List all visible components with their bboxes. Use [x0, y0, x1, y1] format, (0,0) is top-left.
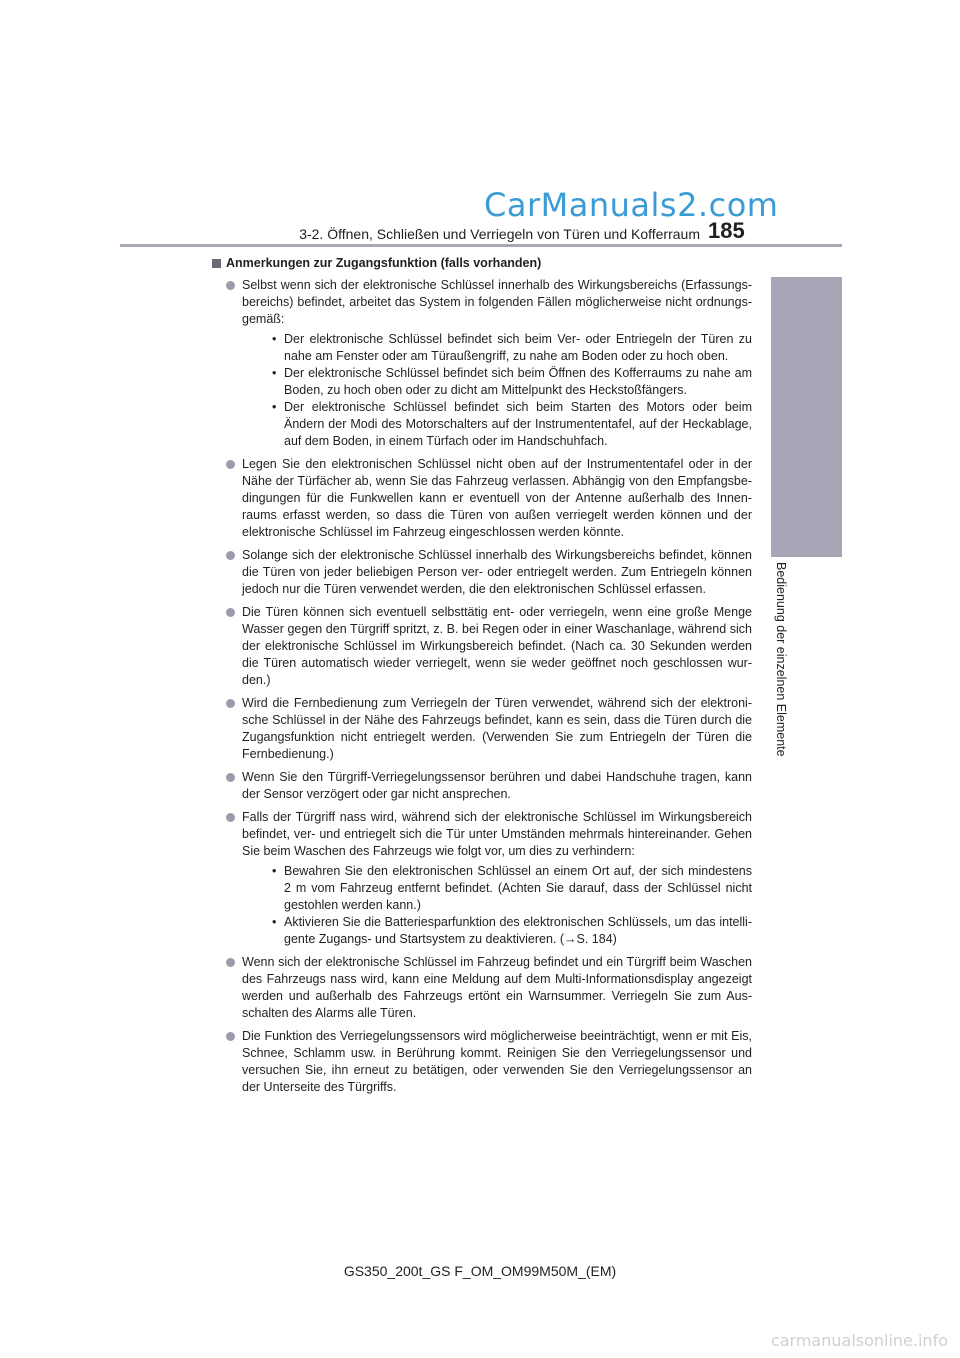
sub-list-item-text: Der elektronische Schlüssel befindet sich beim Starten des Motors oder beim Ändern der Modi des Motorschalters auf der Instrumententafel, auf der Heckablage, auf dem Boden, in einem Türfach oder im Handschuhfach. — [284, 400, 752, 448]
list-item-text: Falls der Türgriff nass wird, während sich der elektronische Schlüssel im Wirkungsbereich befindet, ver- und entriegelt sich die Tür unter Umständen mehrmals hintereinander. Gehen Sie beim Waschen des Fahrzeugs wie folgt vor, um dies zu verhindern: — [242, 810, 752, 858]
circle-bullet-icon — [226, 460, 235, 469]
sub-list-item-text: Der elektronische Schlüssel befindet sich beim Ver- oder Entriegeln der Türen zu nahe am Fenster oder am Türaußengriff, zu nahe am Boden oder zu hoch oben. — [284, 332, 752, 363]
middot-bullet-icon: • — [272, 915, 277, 929]
list-item — [226, 695, 752, 763]
circle-bullet-icon — [226, 958, 235, 967]
sub-list-item — [268, 914, 752, 948]
sub-list — [242, 331, 752, 450]
header-section-title: 3-2. Öffnen, Schließen und Verriegeln von Türen und Kofferraum — [299, 226, 700, 242]
list-item-text: Solange sich der elektronische Schlüssel innerhalb des Wirkungsbereichs befindet, können die Türen von jeder beliebigen Person ver- oder entriegelt werden. Zum Entriegeln können jedoch nur die Türen verwendet werden, die den elektronischen Schlüssel erfassen. — [242, 548, 752, 596]
sub-list-item — [268, 863, 752, 914]
list-item — [226, 1028, 752, 1096]
list-item-text: Wird die Fernbedienung zum Verriegeln der Türen verwendet, während sich der elektroni-sche Schlüssel in der Nähe des Fahrzeugs befindet, kann es sein, dass die Türen durch die Zugangsfunktion nicht entriegelt werden. (Verwenden Sie zum Entriegeln der Türen die Fernbedienung.) — [242, 696, 752, 761]
circle-bullet-icon — [226, 813, 235, 822]
list-item-text: Wenn Sie den Türgriff-Verriegelungssensor berühren und dabei Handschuhe tragen, kann der Sensor verzögert oder gar nicht ansprechen. — [242, 770, 752, 801]
list-item — [226, 277, 752, 450]
middot-bullet-icon: • — [272, 400, 277, 414]
sub-list-item — [268, 365, 752, 399]
list-item — [226, 954, 752, 1022]
watermark-carmanuals2: CarManuals2.com — [484, 186, 779, 224]
list-item — [226, 769, 752, 803]
header-divider — [120, 244, 842, 247]
sub-list-item-text: Der elektronische Schlüssel befindet sich beim Öffnen des Kofferraums zu nahe am Boden, zu hoch oben oder zu dicht am Mittelpunkt des Heckstoßfängers. — [284, 366, 752, 397]
chapter-number: 3 — [802, 570, 811, 587]
middot-bullet-icon: • — [272, 366, 277, 380]
sub-list-item — [268, 399, 752, 450]
list-item — [226, 547, 752, 598]
sub-list-item-text: Bewahren Sie den elektronischen Schlüssel an einem Ort auf, der sich mindestens 2 m vom Fahrzeug entfernt befindet. (Achten Sie darauf, dass der Schlüssel nicht gestohlen werden kann.) — [284, 864, 752, 912]
list-item-text: Legen Sie den elektronischen Schlüssel nicht oben auf der Instrumententafel oder in der Nähe der Türfächer ab, wenn Sie das Fahrzeug verlassen. Abhängig von den Empfangsbe-dingungen für die Funkwellen kann er eventuell von der Antenne außerhalb des Innen-raums erfasst werden, so dass die Türen von außen verriegelt werden können und der elektronische Schlüssel im Fahrzeug eingeschlossen werden könnte. — [242, 457, 752, 539]
list-item-text: Selbst wenn sich der elektronische Schlüssel innerhalb des Wirkungsbereichs (Erfassungs-bereichs) befindet, arbeitet das System in folgenden Fällen möglicherweise nicht ordnungs-gemäß: — [242, 278, 752, 326]
list-item — [226, 604, 752, 689]
list-item-text: Die Funktion des Verriegelungssensors wird möglicherweise beeinträchtigt, wenn er mit Eis, Schnee, Schlamm usw. in Berührung kommt. Reinigen Sie den Verriegelungssensor und versuchen Sie, ihn erneut zu betätigen, oder verwenden Sie den Verriegelungssensor an der Unterseite des Türgriffs. — [242, 1029, 752, 1094]
square-bullet-icon — [212, 259, 221, 268]
circle-bullet-icon — [226, 1032, 235, 1041]
circle-bullet-icon — [226, 608, 235, 617]
circle-bullet-icon — [226, 773, 235, 782]
page-number: 185 — [708, 218, 745, 243]
sub-list-item — [268, 331, 752, 365]
chapter-tab — [771, 277, 842, 587]
middot-bullet-icon: • — [272, 332, 277, 346]
sub-list-item-text: Aktivieren Sie die Batteriesparfunktion des elektronischen Schlüssels, um das intelli-gente Zugangs- und Startsystem zu deaktivieren. (→S. 184) — [284, 915, 752, 946]
section-heading-text: Anmerkungen zur Zugangsfunktion (falls vorhanden) — [226, 256, 542, 270]
list-item — [226, 809, 752, 948]
circle-bullet-icon — [226, 281, 235, 290]
middot-bullet-icon: • — [272, 864, 277, 878]
list-item — [226, 456, 752, 541]
chapter-label-wrap — [771, 562, 815, 772]
footer-model-code: GS350_200t_GS F_OM_OM99M50M_(EM) — [343, 1263, 617, 1279]
sub-list — [242, 863, 752, 948]
list-item-text: Wenn sich der elektronische Schlüssel im Fahrzeug befindet und ein Türgriff beim Waschen des Fahrzeugs nass wird, kann eine Meldung auf dem Multi-Informationsdisplay angezeigt werden und außerhalb des Fahrzeugs ertönt ein Warnsummer. Verriegeln Sie zum Aus-schalten des Alarms alle Türen. — [242, 955, 752, 1020]
bullet-list — [212, 277, 752, 1096]
circle-bullet-icon — [226, 551, 235, 560]
chapter-label: Bedienung der einzelnen Elemente — [774, 562, 788, 757]
circle-bullet-icon — [226, 699, 235, 708]
section-heading — [212, 255, 752, 272]
watermark-carmanualsonline: carmanualsonline.info — [770, 1331, 948, 1350]
page-content — [212, 255, 752, 1102]
list-item-text: Die Türen können sich eventuell selbsttätig ent- oder verriegeln, wenn eine große Menge Wasser gegen den Türgriff spritzt, z. B. bei Regen oder in einer Waschanlage, während sich der elektronische Schlüssel im Wirkungsbereich befindet. (Nach ca. 30 Sekunden werden die Türen automatisch wieder verriegelt, wenn sie weder geöffnet noch geschlossen wur-den.) — [242, 605, 752, 687]
